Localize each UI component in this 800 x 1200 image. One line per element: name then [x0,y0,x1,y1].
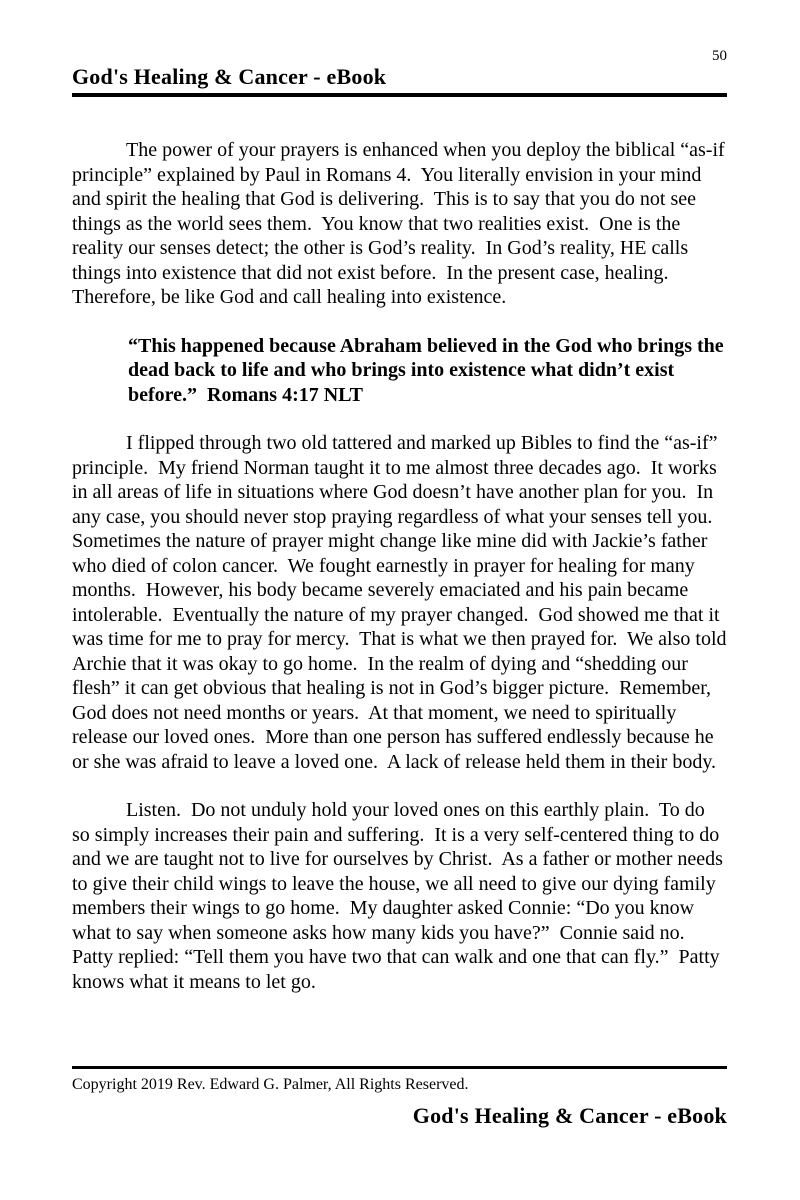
body-paragraph: I flipped through two old tattered and marked up Bibles to find the “as-if” principle. My friend Norman taught it to me almost three decades ago. It works in all areas of life in situations where God doesn’t have another plan for you. In any case, you should never stop praying regardless of what your senses tell you. Sometimes the nature of prayer might change like mine did with Jackie’s father who died of colon cancer. We fought earnestly in prayer for healing for many months. However, his body became severely emaciated and his pain became intolerable. Eventually the nature of my prayer changed. God showed me that it was time for me to pray for mercy. That is what we then prayed for. We also told Archie that it was okay to go home. In the realm of dying and “shedding our flesh” it can get obvious that healing is not in God’s bigger picture. Remember, God does not need months or years. At that moment, we need to spiritually release our loved ones. More than one person has suffered endlessly because he or she was afraid to leave a loved one. A lack of release held them in their body. [72,432,731,773]
header-title: God's Healing & Cancer - eBook [72,64,387,89]
page-number: 50 [712,48,727,64]
footer-divider [72,1066,727,1069]
body-paragraph: The power of your prayers is enhanced when you deploy the biblical “as-if principle” explained by Paul in Romans 4. You literally envision in your mind and spirit the healing that God is delivering. This is to say that you do not see things as the world sees them. You know that two realities exist. One is the reality our senses detect; the other is God’s reality. In God’s reality, HE calls things into existence that did not exist before. In the present case, healing. Therefore, be like God and call healing into existence. [72,139,730,308]
running-header [72,64,727,97]
footer-copyright: Copyright 2019 Rev. Edward G. Palmer, All Rights Reserved. [72,1076,469,1093]
page-body [72,138,731,1018]
body-paragraph: Listen. Do not unduly hold your loved ones on this earthly plain. To do so simply increases their pain and suffering. It is a very self-centered thing to do and we are taught not to live for ourselves by Christ. As a father or mother needs to give their child wings to leave the house, we all need to give our dying family members their wings to go home. My daughter asked Connie: “Do you know what to say when someone asks how many kids you have?” Connie said no. Patty replied: “Tell them you have two that can walk and one that can fly.” Patty knows what it means to let go. [72,799,728,993]
scripture-quote: “This happened because Abraham believed in the God who brings the dead back to life and who brings into existence what didn’t exist before.” Romans 4:17 NLT [128,334,729,406]
footer-title: God's Healing & Cancer - eBook [412,1103,727,1128]
